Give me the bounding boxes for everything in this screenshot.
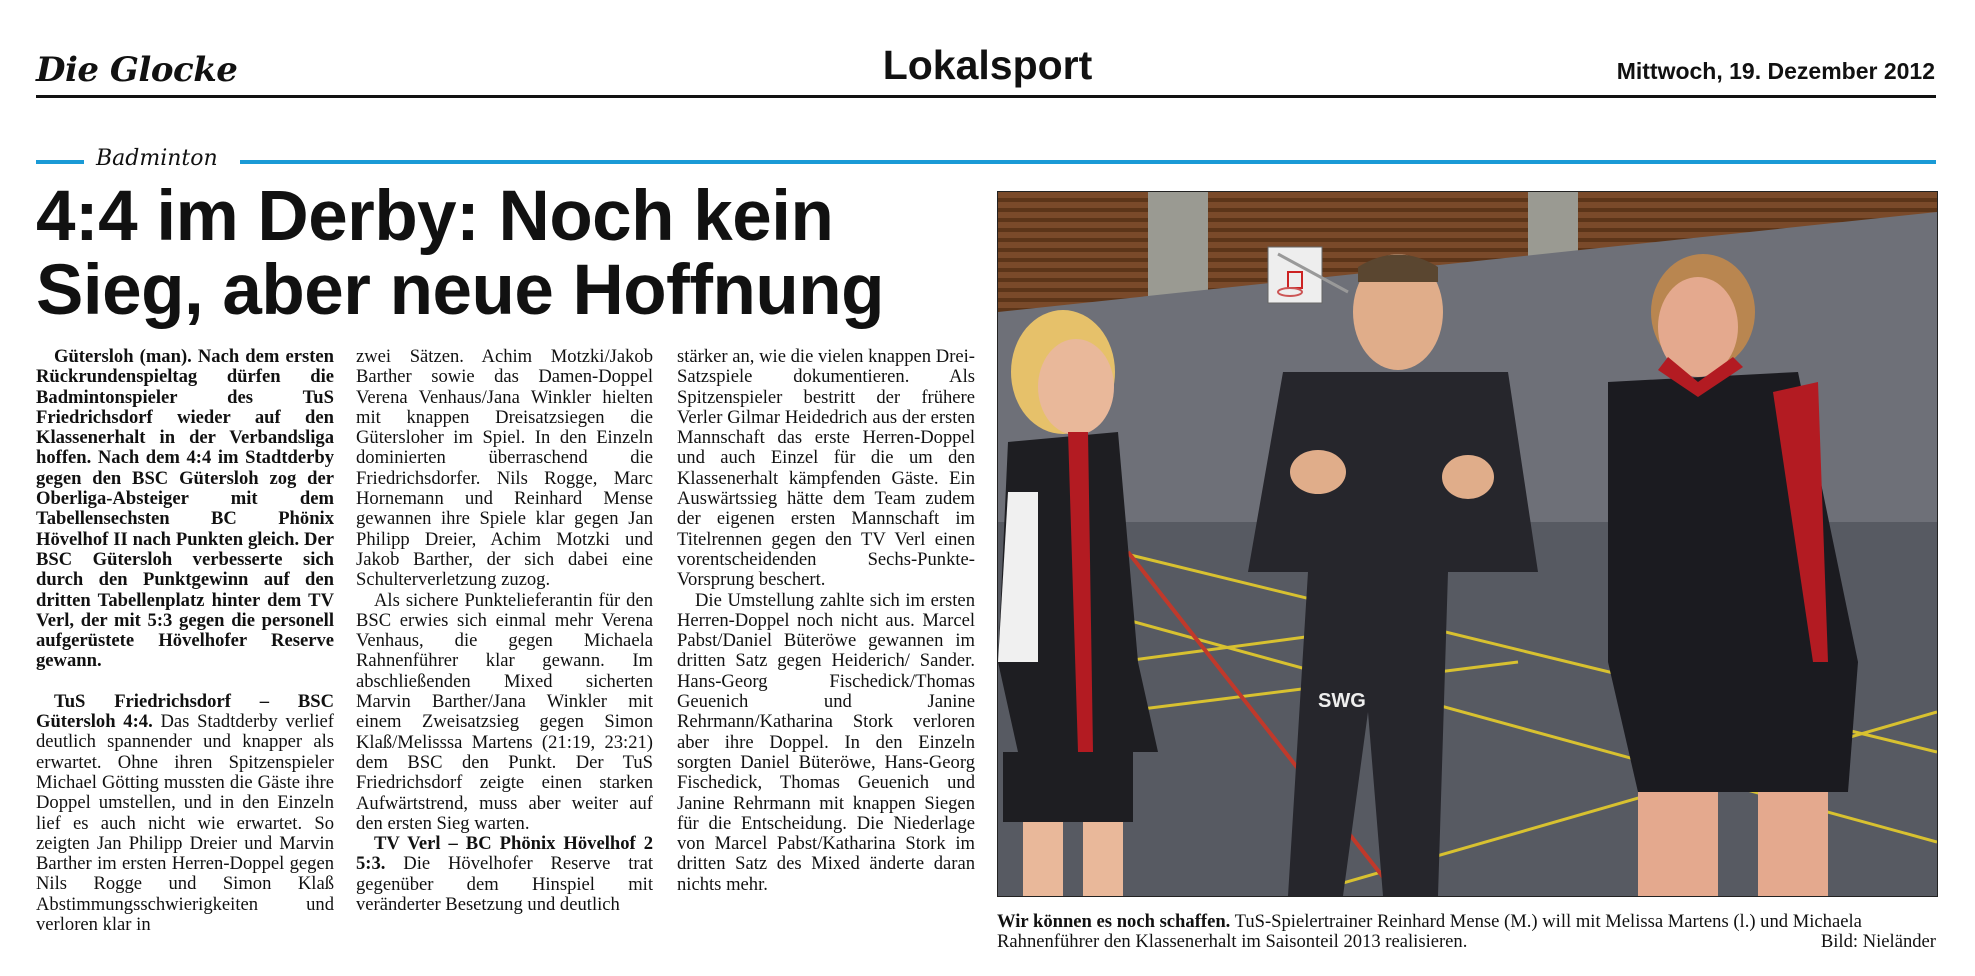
paragraph: stärker an, wie die vielen knappen Drei-Satzspiele dokumentieren. Als Spitzenspieler bestritt der frühere Verler Gilmar Heidedrich aus der ersten Mannschaft das erste Herren-Doppel und auch Einzel für die um den Klassenerhalt kämpfenden Gäste. Ein Auswärtssieg hätte dem Team zudem der eigenen ersten Mannschaft im Titelrennen gegen den TV Verl einen vorentscheidenden Sechs-Punkte-Vorsprung beschert. xyxy=(677,346,975,591)
headline-line-2: Sieg, aber neue Hoffnung xyxy=(36,251,884,330)
kicker: Badminton xyxy=(96,146,218,171)
article-column-1 xyxy=(36,347,334,935)
article-column-3 xyxy=(677,347,975,895)
photo-caption xyxy=(997,912,1936,953)
kicker-rule-right xyxy=(240,160,1936,164)
subhead-match-2: TV Verl – BC Phönix Hövelhof 2 5:3. xyxy=(356,833,653,875)
photo-credit: Bild: Nieländer xyxy=(1820,931,1936,953)
section-title: Lokalsport xyxy=(882,42,1093,88)
paragraph: Das Stadtderby verlief deutlich spannender und knapper als erwartet. Ohne ihren Spitzenspieler Michael Götting mussten die Gäste ihre Doppel umstellen, und in den Einzeln lief es auch nicht wie erwartet. So zeigten Jan Philipp Dreier und Marvin Barther im ersten Herren-Doppel gegen Nils Rogge und Simon Klaß Abstimmungsschwierigkeiten und verloren klar in xyxy=(36,711,335,936)
photo-illustration xyxy=(998,192,1937,896)
article-lead: Gütersloh (man). Nach dem ersten Rückrundenspieltag dürfen die Badmintonspieler des TuS Friedrichsdorf wieder auf den Klassenerhalt in der Verbandsliga hoffen. Nach dem 4:4 im Stadtderby gegen den BSC Gütersloh zog der Oberliga-Absteiger mit dem Tabellensechsten BC Phönix Hövelhof II nach Punkten gleich. Der BSC Gütersloh verbesserte sich durch den Punktgewinn auf den dritten Tabellenplatz hinter dem TV Verl, der mit 5:3 gegen die personell aufgerüstete Hövelhofer Reserve gewann. xyxy=(36,346,334,672)
article-photo xyxy=(997,191,1938,897)
paragraph: Die Hövelhofer Reserve trat gegenüber dem Hinspiel mit veränderter Besetzung und deutlich xyxy=(356,853,653,916)
headline-line-1: 4:4 im Derby: Noch kein xyxy=(36,177,834,256)
paragraph: zwei Sätzen. Achim Motzki/Jakob Barther sowie das Damen-Doppel Verena Venhaus/Jana Winkler hielten mit knappen Dreisatzsiegen die Gütersloher im Spiel. In den Einzeln dominierten überraschend die Friedrichsdorfer. Nils Rogge, Marc Hornemann und Reinhard Mense gewannen ihre Spiele klar gegen Jan Philipp Dreier, Achim Motzki und Jakob Barther, der sich dabei eine Schulterverletzung zuzog. xyxy=(356,346,653,591)
article-headline xyxy=(36,177,976,330)
newspaper-logo: Die Glocke xyxy=(36,50,238,90)
caption-text: TuS-Spielertrainer Reinhard Mense (M.) will mit Melissa Martens (l.) und Michaela Rahnenführer den Klassenerhalt im Saisonteil 2013 realisieren. xyxy=(997,911,1862,953)
paragraph: Als sichere Punktelieferantin für den BSC erwies sich einmal mehr Verena Venhaus, die gegen Michaela Rahnenführer klar gewann. Im abschließenden Mixed sicherten Marvin Barther/Jana Winkler mit einem Zweisatzsieg gegen Simon Klaß/Melisssa Martens (21:19, 23:21) dem BSC den Punkt. Der TuS Friedrichsdorf zeigte einen starken Aufwärtstrend, muss aber weiter auf den ersten Sieg warten. xyxy=(356,589,653,834)
article-column-2 xyxy=(356,347,653,915)
issue-date: Mittwoch, 19. Dezember 2012 xyxy=(1616,58,1935,84)
masthead-rule xyxy=(36,95,1936,98)
shirt-logo: SWG xyxy=(1318,690,1366,712)
caption-lead: Wir können es noch schaffen. xyxy=(997,911,1231,932)
subhead-match-1: TuS Friedrichsdorf – BSC Gütersloh 4:4. xyxy=(36,690,334,733)
paragraph: Die Umstellung zahlte sich im ersten Herren-Doppel noch nicht aus. Marcel Pabst/Daniel Büteröwe gewannen im dritten Satz gegen Heiderich/ Sander. Hans-Georg Fischedick/Thomas Geuenich und Janine Rehrmann/Katharina Stork verloren aber ihre Doppel. In den Einzeln sorgten Daniel Büteröwe, Hans-Georg Fischedick, Thomas Geuenich und Janine Rehrmann mit knappen Siegen für die Entscheidung. Die Niederlage von Marcel Pabst/Katharina Stork im dritten Satz des Mixed änderte daran nichts mehr. xyxy=(677,589,975,895)
kicker-rule-left xyxy=(36,160,84,164)
